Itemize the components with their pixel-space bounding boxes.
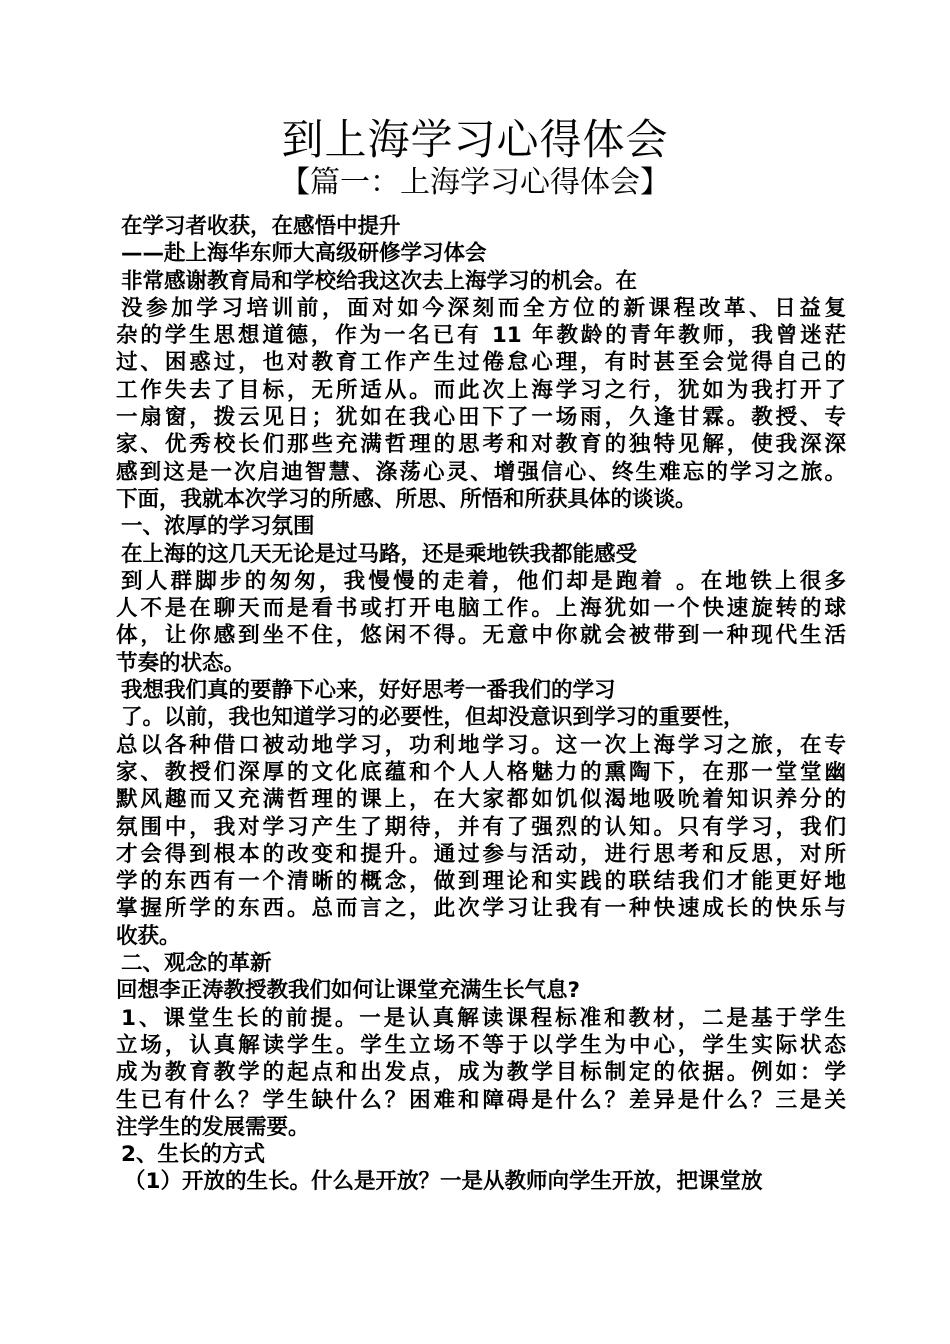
text-line: 生已有什么？学生缺什么？困难和障碍是什么？差异是什么？三是关: [116, 1087, 846, 1113]
text-line: 在上海的这几天无论是过马路，还是乘地铁我都能感受: [121, 541, 638, 567]
text-line: 了。以前，我也知道学习的必要性，但却没意识到学习的重要性，: [121, 705, 745, 731]
document-subtitle: 【篇一：上海学习心得体会】: [280, 165, 670, 200]
text-line: 氛围中，我对学习产生了期待，并有了强烈的认知。只有学习，我们: [116, 814, 846, 840]
text-line: 总以各种借口被动地学习，功利地学习。这一次上海学习之旅，在专: [116, 732, 846, 758]
text-line: 家、优秀校长们那些充满哲理的思考和对教育的独特见解，使我深深: [116, 432, 846, 458]
text-line: 下面，我就本次学习的所感、所思、所悟和所获具体的谈谈。: [116, 486, 697, 512]
text-line: 成为教育教学的起点和出发点，成为教学目标制定的依据。例如：学: [116, 1060, 846, 1086]
section-heading: 一、浓厚的学习氛围: [121, 514, 315, 540]
text-line: 过、困惑过，也对教育工作产生过倦怠心理，有时甚至会觉得自己的: [116, 350, 846, 376]
text-line: 才会得到根本的改变和提升。通过参与活动，进行思考和反思，对所: [116, 841, 846, 867]
document-title: 到上海学习心得体会: [281, 115, 669, 164]
text-line: 工作失去了目标，无所适从。而此次上海学习之行，犹如为我打开了: [116, 377, 846, 403]
text-line: 立场，认真解读学生。学生立场不等于以学生为中心，学生实际状态: [116, 1032, 846, 1058]
text-line: 2、生长的方式: [121, 1142, 265, 1168]
text-line: 人不是在聊天而是看书或打开电脑工作。上海犹如一个快速旋转的球: [116, 596, 846, 622]
document-body: [116, 213, 846, 1196]
text-line: 在学习者收获，在感悟中提升: [121, 214, 401, 239]
text-line: 感到这是一次启迪智慧、涤荡心灵、增强信心、终生难忘的学习之旅。: [116, 459, 846, 485]
text-line: 注学生的发展需要。: [116, 1114, 310, 1140]
text-line: 没参加学习培训前，面对如今深刻而全方位的新课程改革、日益复: [121, 295, 846, 321]
text-line: 我想我们真的要静下心来，好好思考一番我们的学习: [121, 678, 616, 704]
section-heading: 二、观念的革新: [121, 951, 272, 977]
text-line: 收获。: [116, 923, 181, 949]
text-line: 家、教授们深厚的文化底蕴和个人人格魅力的熏陶下，在那一堂堂幽: [116, 759, 846, 785]
text-line: ——赴上海华东师大高级研修学习体会: [121, 241, 487, 267]
text-line: 一扇窗，拨云见日；犹如在我心田下了一场雨，久逢甘霖。教授、专: [116, 405, 846, 431]
text-line: 到人群脚步的匆匆，我慢慢的走着，他们却是跑着 。在地铁上很多: [121, 568, 846, 594]
text-line: 掌握所学的东西。总而言之，此次学习让我有一种快速成长的快乐与: [116, 896, 846, 922]
text-line: 学的东西有一个清晰的概念，做到理论和实践的联结我们才能更好地: [116, 869, 846, 895]
text-line: （1）开放的生长。什么是开放？一是从教师向学生开放，把课堂放: [124, 1169, 763, 1195]
text-line: 体，让你感到坐不住，悠闲不得。无意中你就会被带到一种现代生活: [116, 623, 846, 649]
text-line: 节奏的状态。: [116, 650, 246, 676]
text-line: 杂的学生思想道德，作为一名已有 11 年教龄的青年教师，我曾迷茫: [116, 323, 846, 349]
text-line: 默风趣而又充满哲理的课上，在大家都如饥似渴地吸吮着知识养分的: [116, 787, 846, 813]
text-line: 非常感谢教育局和学校给我这次去上海学习的机会。在: [121, 268, 638, 294]
text-line: 回想李正涛教授教我们如何让课堂充满生长气息?: [116, 978, 580, 1004]
text-line: 1、课堂生长的前提。一是认真解读课程标准和教材，二是基于学生: [121, 1005, 846, 1031]
